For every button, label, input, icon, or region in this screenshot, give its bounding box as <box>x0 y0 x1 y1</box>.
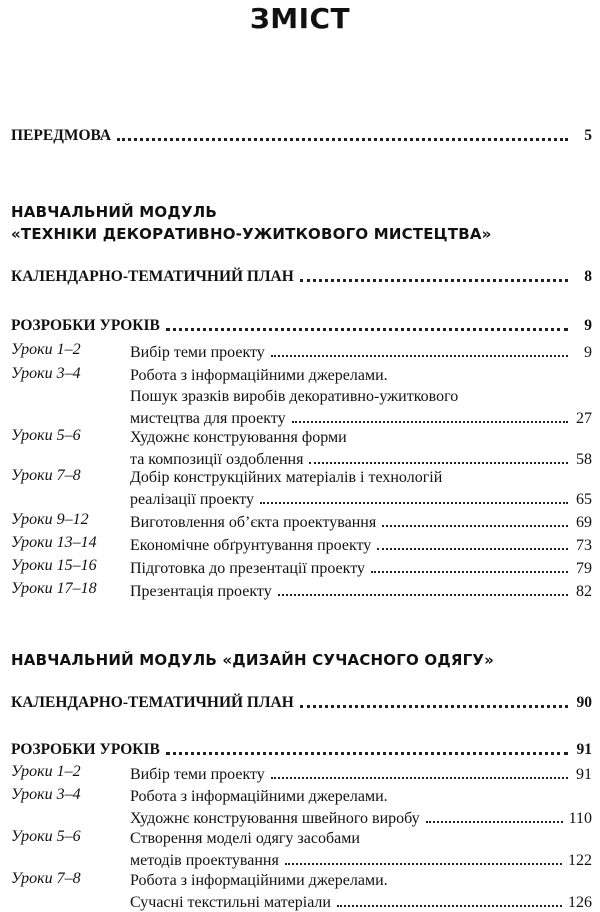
lesson-range-label: Уроки 5–6 <box>11 828 81 845</box>
dot-leader <box>337 893 562 907</box>
page-title: ЗМІСТ <box>249 2 351 35</box>
toc-entry-module1-plan[interactable] <box>11 264 592 286</box>
dot-leader <box>166 740 568 755</box>
toc-page-number: 27 <box>576 410 592 427</box>
lesson-range-label: Уроки 13–14 <box>11 534 97 551</box>
dot-leader <box>382 513 568 527</box>
lesson-title-line: Сучасні текстильні матеріали <box>130 894 331 911</box>
lesson-range-label: Уроки 3–4 <box>11 365 81 382</box>
toc-entry-module2-plan[interactable] <box>11 690 592 712</box>
toc-page-number: 90 <box>576 694 592 711</box>
lesson-title-line: Художнє конструювання форми <box>130 429 347 446</box>
dot-leader <box>426 809 563 823</box>
lesson-title-line: методів проектування <box>130 852 279 869</box>
dot-leader <box>278 582 568 596</box>
dot-leader <box>371 559 568 573</box>
toc-entry-label: КАЛЕНДАРНО-ТЕМАТИЧНИЙ ПЛАН <box>11 694 294 711</box>
toc-entry-preface[interactable] <box>11 123 592 145</box>
module1-heading-line2: «ТЕХНІКИ ДЕКОРАТИВНО-УЖИТКОВОГО МИСТЕЦТВА» <box>11 225 492 243</box>
lesson-range-label: Уроки 1–2 <box>11 341 81 358</box>
dot-leader <box>271 765 568 779</box>
toc-page-number: 73 <box>576 537 592 554</box>
lesson-title-line: Робота з інформаційними джерелами. <box>130 367 388 384</box>
lesson-title-line: Добір конструкційних матеріалів і технологій <box>130 469 443 486</box>
dot-leader <box>166 316 568 331</box>
toc-page-number: 8 <box>584 268 592 285</box>
lesson-range-label: Уроки 7–8 <box>11 870 81 887</box>
toc-entry-label: РОЗРОБКИ УРОКІВ <box>11 741 160 758</box>
lesson-title-line: мистецтва для проекту <box>130 410 286 427</box>
lesson-range-label: Уроки 3–4 <box>11 786 81 803</box>
lesson-range-label: Уроки 17–18 <box>11 580 97 597</box>
lesson-title-line: Вибір теми проекту <box>130 344 265 361</box>
lesson-range-label: Уроки 7–8 <box>11 467 81 484</box>
dot-leader <box>377 536 568 550</box>
lesson-title-line: Вибір теми проекту <box>130 766 265 783</box>
module1-heading-line1: НАВЧАЛЬНИЙ МОДУЛЬ <box>11 203 217 221</box>
dot-leader <box>117 126 568 141</box>
dot-leader <box>309 450 568 464</box>
toc-page-number: 79 <box>576 560 592 577</box>
lesson-range-label: Уроки 15–16 <box>11 557 97 574</box>
module2-heading: НАВЧАЛЬНИЙ МОДУЛЬ «ДИЗАЙН СУЧАСНОГО ОДЯГУ» <box>11 651 495 669</box>
dot-leader <box>260 490 568 504</box>
lesson-range-label: Уроки 9–12 <box>11 511 89 528</box>
lesson-title-line: Виготовлення об’єкта проектування <box>130 514 377 531</box>
toc-page-number: 69 <box>576 514 592 531</box>
lesson-title-line: Пошук зразків виробів декоративно-ужиткового <box>130 388 459 405</box>
toc-entry-label: КАЛЕНДАРНО-ТЕМАТИЧНИЙ ПЛАН <box>11 268 294 285</box>
lesson-title-line: Робота з інформаційними джерелами. <box>130 788 388 805</box>
lesson-title-line: Презентація проекту <box>130 583 272 600</box>
toc-page-number: 126 <box>568 894 592 911</box>
dot-leader <box>292 409 568 423</box>
lesson-title-line: Художнє конструювання швейного виробу <box>130 810 420 827</box>
dot-leader <box>300 693 568 708</box>
toc-entry-module2-lessons[interactable] <box>11 737 592 759</box>
toc-page-number: 9 <box>584 317 592 334</box>
lesson-title-line: Робота з інформаційними джерелами. <box>130 872 388 889</box>
toc-page-number: 58 <box>576 451 592 468</box>
toc-page-number: 91 <box>576 766 592 783</box>
dot-leader <box>271 343 568 357</box>
lesson-title-line: Економічне обґрунтування проекту <box>130 537 372 554</box>
lesson-title-line: Створення моделі одягу засобами <box>130 830 360 847</box>
toc-page-number: 110 <box>568 810 592 827</box>
toc-page-number: 65 <box>576 491 592 508</box>
lesson-range-label: Уроки 1–2 <box>11 763 81 780</box>
toc-entry-label: РОЗРОБКИ УРОКІВ <box>11 317 160 334</box>
lesson-title-line: Підготовка до презентації проекту <box>130 560 365 577</box>
toc-page-number: 9 <box>584 344 592 361</box>
toc-page-number: 82 <box>576 583 592 600</box>
toc-entry-label: ПЕРЕДМОВА <box>11 127 112 144</box>
lesson-title-line: реалізації проекту <box>130 491 255 508</box>
toc-page-number: 91 <box>576 741 592 758</box>
toc-page-number: 122 <box>568 852 592 869</box>
toc-entry-module1-lessons[interactable] <box>11 313 592 335</box>
lesson-title-line: та композиції оздоблення <box>130 451 304 468</box>
lesson-range-label: Уроки 5–6 <box>11 427 81 444</box>
toc-page-number: 5 <box>584 127 592 144</box>
dot-leader <box>285 851 562 865</box>
dot-leader <box>300 267 568 282</box>
